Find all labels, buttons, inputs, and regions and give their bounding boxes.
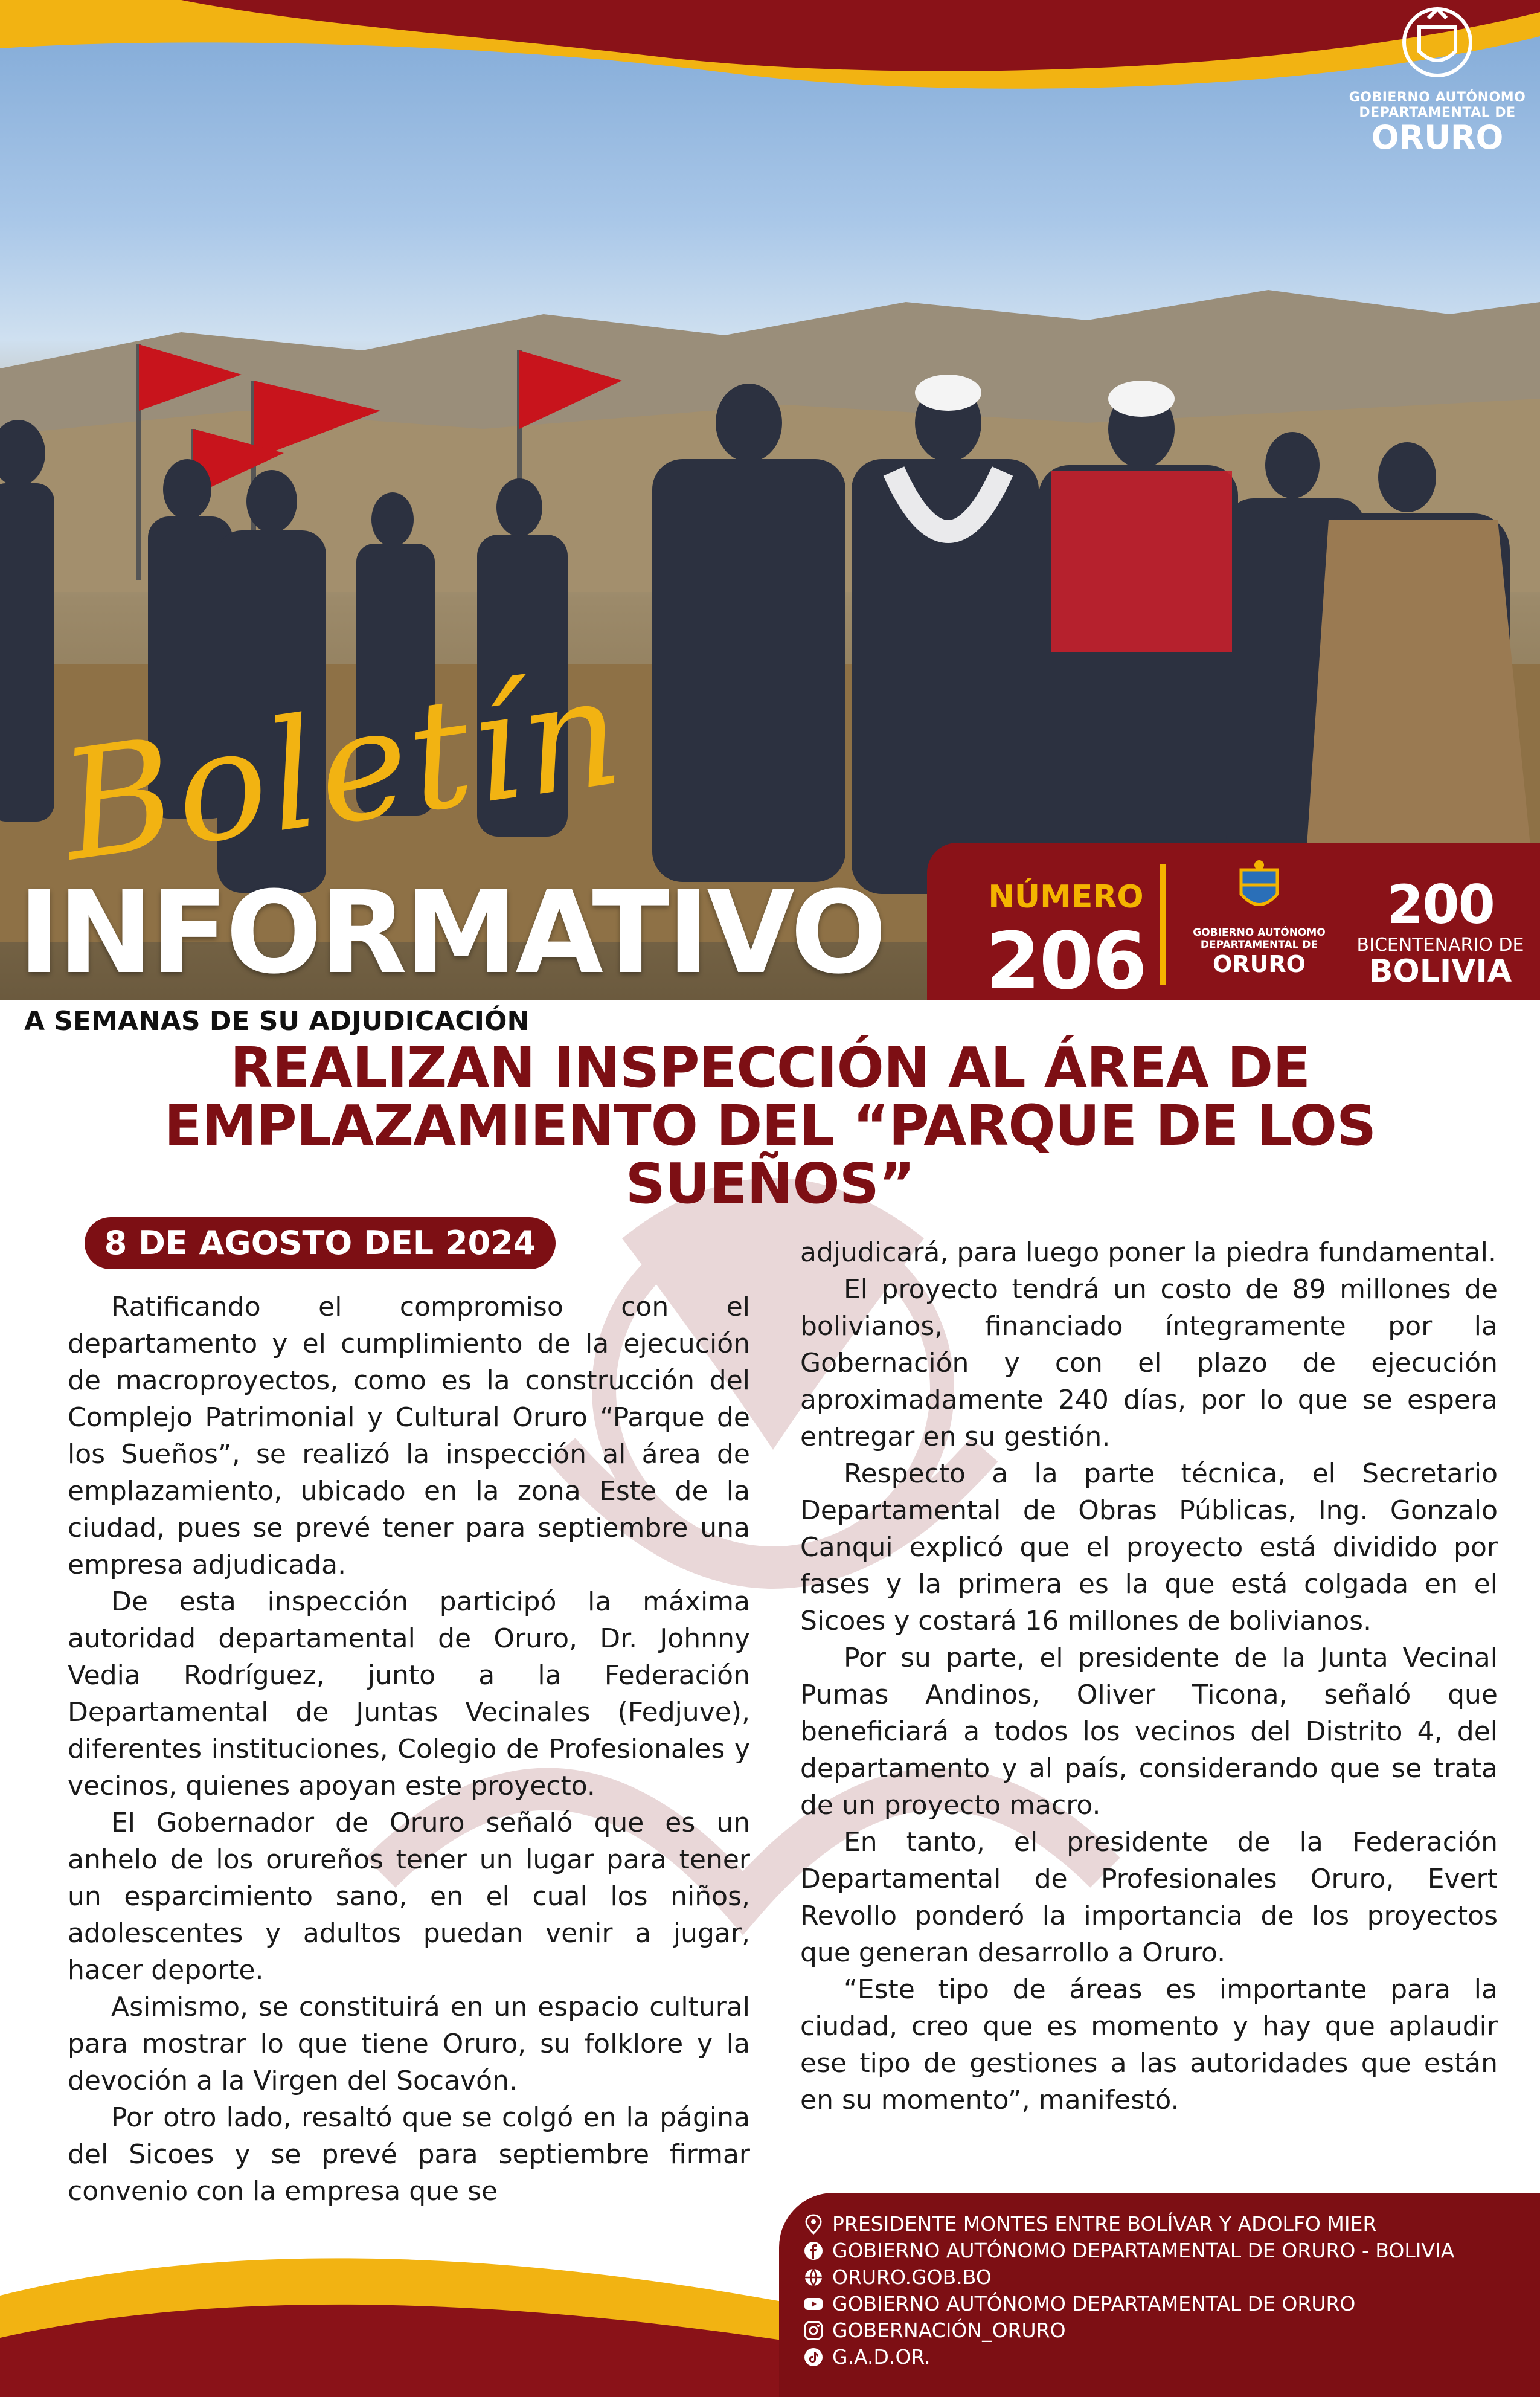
badge-logo-line-1: GOBIERNO AUTÓNOMO xyxy=(1193,927,1326,939)
paragraph: De esta inspección participó la máxima autoridad departamental de Oruro, Dr. Johnny Vedia Rodríguez, junto a la Federación Departamental de Juntas Vecinales (Fedjuve), diferentes instituciones, Colegio de Profesionales y vecinos, quienes apoyan este proyecto. xyxy=(68,1586,750,1801)
globe-icon xyxy=(803,2267,824,2288)
number-label: NÚMERO xyxy=(988,879,1144,915)
location-pin-icon xyxy=(803,2214,824,2235)
facebook-icon xyxy=(803,2241,824,2261)
badge-logo-line-2: DEPARTAMENTAL DE xyxy=(1200,939,1318,951)
badge-gobierno-logo xyxy=(1181,858,1338,991)
gobierno-logo-top xyxy=(1347,3,1528,166)
paragraph: Ratificando el compromiso con el departamento y el cumplimiento de la ejecución de macroproyectos, como es la construcción del Complejo Patrimonial y Cultural Oruro “Parque de los Sueños”, se realizó la inspección al área de emplazamiento, ubicado en la zona Este de la ciudad, pues se prevé tener para septiembre una empresa adjudicada. xyxy=(68,1292,750,1580)
contact-panel xyxy=(779,2193,1540,2397)
paragraph: El proyecto tendrá un costo de 89 millones de bolivianos, financiado íntegramente por la Gobernación y con el plazo de ejecución aproximadamente 240 días, por lo que se espera entregar en su gestión. xyxy=(800,1274,1498,1452)
bicentenario-mark: 200 xyxy=(1387,874,1494,936)
contact-address xyxy=(803,2211,1528,2238)
contact-youtube-text: GOBIERNO AUTÓNOMO DEPARTAMENTAL DE ORURO xyxy=(832,2292,1356,2315)
contact-youtube[interactable] xyxy=(803,2291,1528,2317)
paragraph: Asimismo, se constituirá en un espacio cultural para mostrar lo que tiene Oruro, su folklore y la devoción a la Virgen del Socavón. xyxy=(68,1992,750,2096)
contact-website-text: ORURO.GOB.BO xyxy=(832,2265,992,2289)
contact-facebook[interactable] xyxy=(803,2238,1528,2264)
contact-website[interactable] xyxy=(803,2264,1528,2291)
number-value: 206 xyxy=(986,915,1146,1007)
paragraph: El Gobernador de Oruro señaló que es un anhelo de los orureños tener un lugar para tener un esparcimiento sano, en el cual los niños, adolescentes y adultos puedan venir a jugar, hacer deporte. xyxy=(68,1807,750,1986)
instagram-icon xyxy=(803,2320,824,2341)
badge-divider xyxy=(1160,864,1166,985)
contact-facebook-text: GOBIERNO AUTÓNOMO DEPARTAMENTAL DE ORURO - BOLIVIA xyxy=(832,2239,1455,2262)
coat-of-arms-icon xyxy=(1398,3,1477,82)
youtube-icon xyxy=(803,2294,824,2314)
bicentenario-line-2: BOLIVIA xyxy=(1368,953,1512,989)
badge-logo-line-3: ORURO xyxy=(1213,951,1306,977)
article-column-right xyxy=(800,1234,1498,2119)
paragraph: En tanto, el presidente de la Federación Departamental de Profesionales Oruro, Evert Revollo ponderó la importancia de los proyectos que generan desarrollo a Oruro. xyxy=(800,1827,1498,1968)
logo-line-1: GOBIERNO AUTÓNOMO xyxy=(1349,90,1526,105)
article-column-left xyxy=(68,1289,750,2210)
title-main: INFORMATIVO xyxy=(18,867,885,999)
contact-instagram[interactable] xyxy=(803,2317,1528,2344)
article-headline: REALIZAN INSPECCIÓN AL ÁREA DE EMPLAZAMIENTO DEL “PARQUE DE LOS SUEÑOS” xyxy=(164,1035,1376,1216)
shield-icon xyxy=(1229,858,1289,918)
contact-tiktok[interactable] xyxy=(803,2344,1528,2370)
tiktok-icon xyxy=(803,2347,824,2367)
paragraph: Por otro lado, resaltó que se colgó en la página del Sicoes y se prevé para septiembre firmar convenio con la empresa que se xyxy=(68,2102,750,2207)
article-kicker: A SEMANAS DE SU ADJUDICACIÓN xyxy=(24,1006,530,1037)
title-script: Boletín xyxy=(51,642,634,895)
contact-address-text: PRESIDENTE MONTES ENTRE BOLÍVAR Y ADOLFO MIER xyxy=(832,2212,1377,2236)
article-date: 8 DE AGOSTO DEL 2024 xyxy=(85,1217,556,1269)
bicentenario-logo xyxy=(1350,874,1531,989)
contact-instagram-text: GOBERNACIÓN_ORURO xyxy=(832,2318,1066,2342)
paragraph: “Este tipo de áreas es importante para la ciudad, creo que es momento y hay que aplaudir ese tipo de gestiones a las autoridades que están en su momento”, manifestó. xyxy=(800,1974,1498,2115)
issue-badge xyxy=(927,843,1540,1007)
top-wave-decoration xyxy=(0,0,1540,121)
paragraph-continuation: adjudicará, para luego poner la piedra fundamental. xyxy=(800,1237,1497,1268)
logo-line-2: DEPARTAMENTAL DE xyxy=(1359,105,1516,120)
paragraph: Por su parte, el presidente de la Junta Vecinal Pumas Andinos, Oliver Ticona, señaló que beneficiará a todos los vecinos del Distrito 4, del departamento y al país, considerando que se trata de un proyecto macro. xyxy=(800,1643,1498,1821)
paragraph: Respecto a la parte técnica, el Secretario Departamental de Obras Públicas, Ing. Gonzalo Canqui explicó que el proyecto está dividido por fases y la primera es la que está colgada en el Sicoes y costará 16 millones de bolivianos. xyxy=(800,1458,1498,1636)
contact-tiktok-text: G.A.D.OR. xyxy=(832,2345,931,2369)
logo-line-3: ORURO xyxy=(1371,118,1504,156)
bicentenario-line-1: BICENTENARIO DE xyxy=(1356,935,1524,956)
